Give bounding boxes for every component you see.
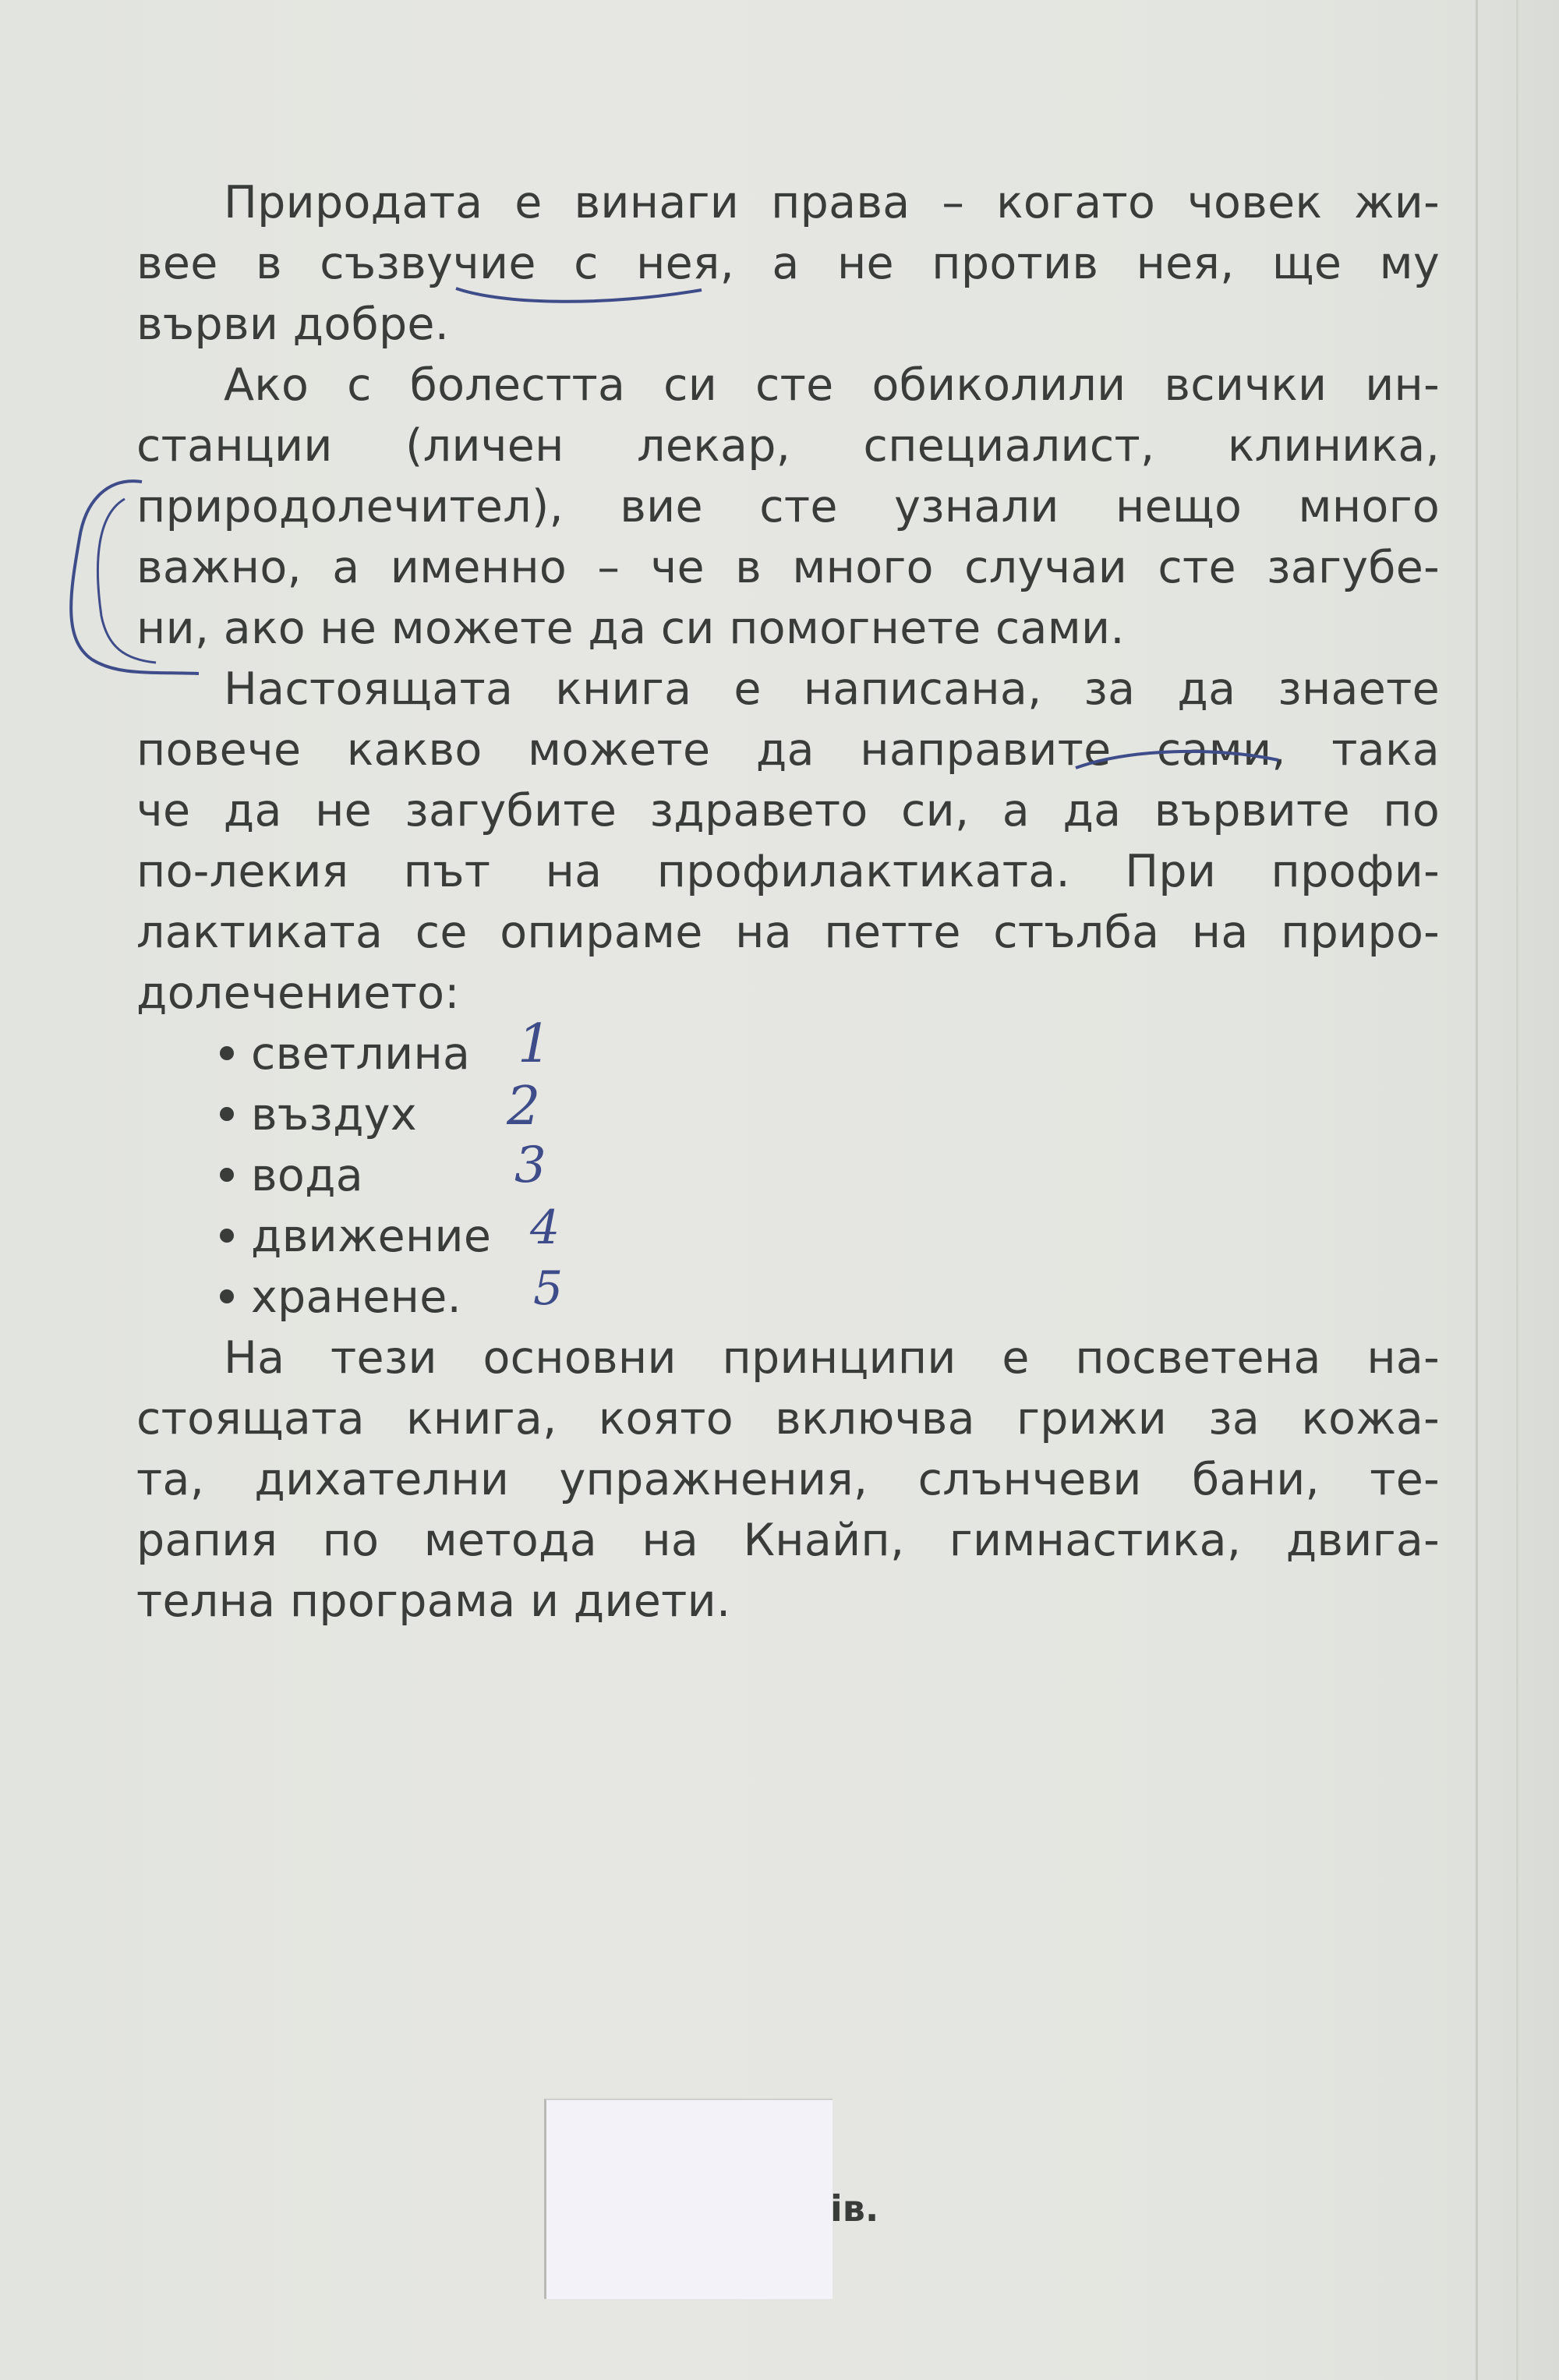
text-line: та, дихателни упражнения, слънчеви бани, те- — [136, 1454, 1440, 1505]
text-line: вее в съзвучие с нея, а не против нея, ще му — [136, 238, 1440, 289]
text-line: че да не загубите здравето си, а да вървите по — [136, 785, 1440, 836]
bullet-label: светлина — [251, 1028, 471, 1080]
text-line: върви добре. — [136, 299, 450, 350]
handwritten-number: 4 — [530, 1201, 560, 1255]
bullet-label: движение — [251, 1211, 492, 1262]
text-line: стоящата книга, която включва грижи за кожа- — [136, 1393, 1440, 1445]
ink-bracket — [71, 481, 199, 674]
ink-underline — [456, 288, 702, 302]
text-line: долечението: — [136, 967, 460, 1019]
bullet-label: вода — [251, 1150, 364, 1201]
bullet-label: хранене. — [251, 1271, 462, 1323]
handwritten-number: 3 — [514, 1137, 546, 1194]
text-line: ни, ако не можете да си помогнете сами. — [136, 603, 1125, 654]
text-line: лактиката се опираме на петте стълба на приро- — [136, 907, 1440, 958]
handwritten-number: 2 — [507, 1076, 541, 1137]
text-line: природолечител), вие сте узнали нещо много — [136, 481, 1440, 532]
text-line: рапия по метода на Кнайп, гимнастика, двига- — [136, 1515, 1440, 1566]
label-sticker — [544, 2099, 833, 2299]
text-line: На тези основни принципи е посветена на- — [224, 1332, 1440, 1384]
text-line: важно, а именно – че в много случаи сте загубе- — [136, 542, 1440, 593]
text-line: по-лекия път на профилактиката. При профи- — [136, 846, 1440, 897]
text-line: Ако с болестта си сте обиколили всички ин- — [224, 359, 1440, 411]
text-line: телна програма и диети. — [136, 1575, 731, 1627]
ink-bracket — [97, 499, 156, 663]
handwritten-number: 1 — [518, 1013, 552, 1075]
text-line: повече какво можете да направите сами, така — [136, 724, 1440, 776]
text-line: Настоящата книга е написана, за да знаете — [224, 663, 1440, 715]
sticker-tail-text: ів. — [830, 2187, 879, 2230]
bullet-label: въздух — [251, 1089, 417, 1140]
handwritten-number: 5 — [533, 1261, 564, 1316]
ink-underline — [1076, 751, 1278, 768]
text-line: станции (личен лекар, специалист, клиника, — [136, 420, 1440, 472]
text-line: Природата е винаги права – когато човек жи- — [224, 177, 1440, 228]
